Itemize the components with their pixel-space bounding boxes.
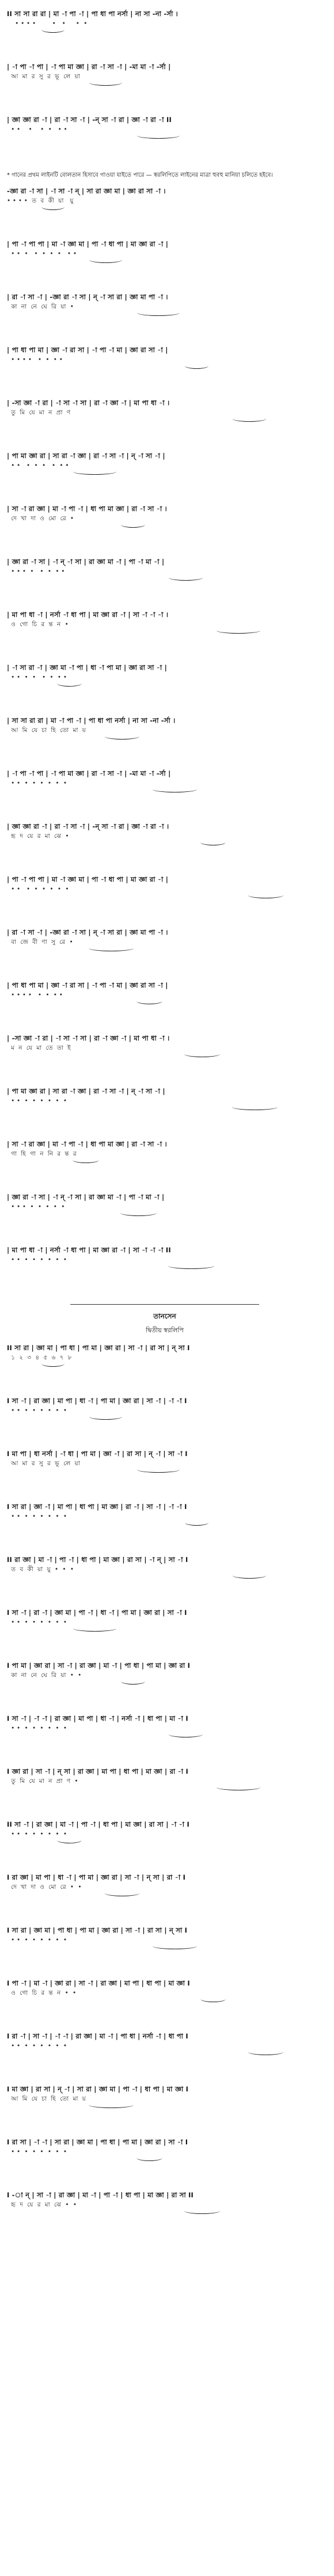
sargam-line: II সা সা রা রা | মা -া পা -া | পা ধা পা নর্সা | না সা -না -র্সা । [7, 10, 178, 18]
lyric-line: কা না নে ঘে রি য়া • [7, 303, 74, 310]
notation-row [7, 186, 322, 239]
notation-row [7, 2032, 322, 2085]
notation-section-top [7, 9, 322, 168]
lyric-line: • • • • • • • • [7, 992, 63, 999]
sargam-line: I রা -া | সা -া | -া -া | রা জ্ঞা | মা -া | পা ধা | নর্সা -া | ধা পা I [7, 2032, 188, 2040]
sargam-line: | জ্ঞা রা -া সা | -া ন্ -া সা | রা জ্ঞা মা -া | পা -া মা -া | [7, 558, 165, 566]
sargam-line: II সা রা | জ্ঞা মা | পা ধা | পা মা | জ্ঞা রা | সা -া | রা সা | ন্ সা I [7, 1344, 190, 1352]
notation-row [7, 1192, 322, 1245]
sargam-line: I পা -া | মা -া | জ্ঞা রা | সা -া | রা জ্ঞা | মা পা | ধা পা | মা জ্ঞা I [7, 1979, 190, 1987]
notation-row [7, 451, 322, 504]
notation-row [7, 62, 322, 115]
notation-row [7, 928, 322, 981]
notation-row [7, 1820, 322, 1873]
lyric-line: দে খা দা ও মো রে • [7, 515, 74, 522]
notation-row [7, 822, 322, 875]
sargam-line: | মা পা ধা -া | নর্সা -া ধা পা | মা জ্ঞা রা -া | সা -া -া -া II [7, 1246, 171, 1254]
lyric-line: • • • • • • • • [7, 1619, 67, 1626]
lyric-line: গা হি গা ন নি র ন্ত র [7, 1150, 77, 1157]
sargam-line: | জ্ঞা জ্ঞা রা -া | রা -া সা -া | -ন্ সা -া রা | জ্ঞা -া রা -া II [7, 116, 172, 124]
sargam-line: II সা -া | রা জ্ঞা | মা -া | পা -া | ধা পা | মা জ্ঞা | রা সা | -া -া I [7, 1820, 190, 1828]
lyric-line: তু মি যে মা ন প্রা ণ • [7, 1778, 78, 1785]
sargam-line: I সা রা | জ্ঞা -া | মা পা | ধা পা | মা জ্ঞা | রা -া | সা -া | -া -া I [7, 1503, 187, 1511]
lyric-line: হৃ দ য়ে র মা ঝে • • [7, 2201, 77, 2208]
lyric-line: • • • • • • • • [7, 1513, 67, 1520]
notation-row [7, 1714, 322, 1767]
sargam-line: I সা -া | রা জ্ঞা | মা পা | ধা -া | পা মা | জ্ঞা রা | সা -া | -া -া I [7, 1397, 187, 1405]
sargam-line: | জ্ঞা জ্ঞা রা -া | রা -া সা -া | -ন্ সা -া রা | জ্ঞা -া রা -া । [7, 822, 169, 830]
section-heading: তানসেন [153, 1312, 176, 1320]
lyric-line: ১ ২ ৩ ৪ ৫ ৬ ৭ ৮ [7, 1354, 72, 1361]
footnote: * গানের প্রথম লাইনটি বোলতান হিসাবে গাওয়া যাইতে পারে — স্বরলিপিতে লাইনের মাত্রা হুবহু মানিয়া চলিতে হইবে। [7, 172, 273, 178]
sargam-line: II রা জ্ঞা | মা -া | পা -া | ধা পা | মা জ্ঞা | রা সা | -া ন্ | সা -া I [7, 1556, 188, 1564]
lyric-line: • • • • • • • • [7, 1098, 67, 1104]
sargam-line: I পা মা | জ্ঞা রা | সা -া | রা জ্ঞা | মা -া | পা ধা | পা মা | জ্ঞা রা I [7, 1662, 191, 1670]
sargam-line: I -া ন্ | সা -া | রা জ্ঞা | মা -া | পা -া | ধা পা | মা জ্ঞা | রা সা II [7, 2191, 194, 2199]
lyric-line: ম ন যে মা তে তা ই [7, 1045, 71, 1051]
lyric-line: • • • • ত ব কী য়া য়ু [7, 197, 74, 204]
sargam-line: I জ্ঞা রা | সা -া | ন্ সা | রা জ্ঞা | মা পা | ধা পা | মা জ্ঞা | রা -া I [7, 1767, 189, 1775]
notation-row [7, 292, 322, 345]
lyric-line: ত ব কী য়া য়ু • • • [7, 1566, 74, 1573]
sargam-line: I মা জ্ঞা | রা সা | ন্ -া | সা রা | জ্ঞা মা | পা -া | ধা পা | মা জ্ঞা I [7, 2085, 189, 2093]
lyric-line: • • • • • • • • [7, 780, 67, 787]
notation-row [7, 1396, 322, 1449]
notation-row [7, 504, 322, 557]
notation-row [7, 398, 322, 451]
notation-row [7, 1034, 322, 1087]
notation-section-bottom [7, 1343, 322, 2243]
lyric-line: • • • • • • • • [7, 1725, 67, 1732]
sargam-line: | -সা জ্ঞা -া রা | -া সা -া সা | রা -া জ্ঞা -া | মা পা ধা -া । [7, 399, 170, 407]
sargam-line: | রা -া সা -া | -জ্ঞা রা -া সা | ন্ -া সা রা | জ্ঞা মা পা -া । [7, 928, 168, 936]
lyric-line: আ মা র সু র ভূ লে য়া [7, 73, 80, 80]
lyric-line: হৃ দ য়ে র মা ঝে • [7, 833, 69, 840]
notation-row [7, 1661, 322, 1714]
notation-row [7, 557, 322, 610]
lyric-line: ও গো চি র ন্ত ন • • [7, 1990, 77, 1996]
notation-row [7, 1245, 322, 1298]
notation-row [7, 115, 322, 168]
lyric-line: • • • • • • • • [7, 674, 67, 681]
lyric-line: • • • • • • • [7, 126, 67, 133]
lyric-line: ও গো চি র ন্ত ন • [7, 621, 69, 628]
notation-row [7, 610, 322, 663]
notation-row [7, 1767, 322, 1820]
sargam-line: | রা -া সা -া | -জ্ঞা রা -া সা | ন্ -া সা রা | জ্ঞা মা পা -া । [7, 293, 168, 301]
notation-row [7, 1555, 322, 1608]
notation-row [7, 239, 322, 292]
sargam-line: -জ্ঞা রা -া সা | -া সা -া ন্ | সা রা জ্ঞা মা | জ্ঞা রা সা -া । [7, 187, 166, 195]
sargam-line: | -া সা রা -া | জ্ঞা মা -া পা | ধা -া পা মা | জ্ঞা রা সা -া | [7, 664, 167, 672]
sargam-line: | পা মা জ্ঞা রা | সা রা -া জ্ঞা | রা -া সা -া | ন্ -া সা -া | [7, 1087, 165, 1095]
sargam-line: I মা পা | ধা নর্সা | -া ধা | পা মা | জ্ঞা -া | রা সা | ন্ -া | সা -া I [7, 1450, 188, 1458]
sargam-line: I রা জ্ঞা | মা পা | ধা -া | পা মা | জ্ঞা রা | সা -া | ন্ সা | রা -া I [7, 1873, 186, 1881]
lyric-line: • • • • • • • • [7, 1831, 67, 1838]
sargam-line: | সা -া রা জ্ঞা | মা -া পা -া | ধা পা মা জ্ঞা | রা -া সা -া । [7, 505, 167, 513]
notation-row [7, 9, 322, 62]
lyric-line: তু মি যে মা ন প্রা ণ [7, 409, 71, 416]
sargam-line: | -া পা -া পা | -া পা মা জ্ঞা | রা -া সা -া | -মা মা -া -র্সা | [7, 63, 171, 71]
lyric-line: • • • • • • • • [7, 886, 69, 893]
sargam-line: | পা -া পা পা | মা -া জ্ঞা মা | পা -া ধা পা | মা জ্ঞা রা -া | [7, 875, 169, 883]
sargam-line: | -সা জ্ঞা -া রা | -া সা -া সা | রা -া জ্ঞা -া | মা পা ধা -া । [7, 1034, 170, 1042]
sargam-line: | সা সা রা রা | মা -া পা -া | পা ধা পা নর্সা | না সা -না -র্সা । [7, 717, 176, 725]
sargam-line: | জ্ঞা রা -া সা | -া ন্ -া সা | রা জ্ঞা মা -া | পা -া মা -া | [7, 1193, 165, 1201]
sargam-line: I সা রা | জ্ঞা মা | পা ধা | পা মা | জ্ঞা রা | সা -া | রা সা | ন্ সা I [7, 1926, 188, 1934]
lyric-line: • • • • • • • • [7, 2042, 67, 2049]
notation-row [7, 1087, 322, 1140]
sargam-line: I সা -া | রা -া | জ্ঞা মা | পা -া | ধা -া | পা মা | জ্ঞা রা | সা -া I [7, 1609, 187, 1617]
notation-row [7, 1608, 322, 1661]
notation-row [7, 716, 322, 769]
lyric-line: আ মা র সু র ভূ লে য়া [7, 1460, 80, 1467]
lyric-line: কা না নে ঘে রি য়া • • [7, 1672, 82, 1679]
lyric-line: • • • • • • • • [7, 1256, 67, 1263]
notation-row [7, 1979, 322, 2032]
notation-row [7, 663, 322, 716]
lyric-line: • • • • • • • • [7, 2148, 67, 2155]
notation-row [7, 1873, 322, 1926]
lyric-line: আ মি যে চা হি তো মা য় [7, 727, 86, 734]
lyric-line: বা জে বী ণা সু রে • [7, 939, 73, 946]
sargam-line: I সা -া | -া -া | রা জ্ঞা | মা পা | ধা -া | নর্সা -া | ধা পা | মা -া I [7, 1714, 188, 1723]
notation-row [7, 1140, 322, 1192]
sargam-line: | -া পা -া পা | -া পা মা জ্ঞা | রা -া সা -া | -মা মা -া -র্সা | [7, 769, 171, 778]
notation-row [7, 981, 322, 1034]
sargam-line: | সা -া রা জ্ঞা | মা -া পা -া | ধা পা মা জ্ঞা | রা -া সা -া । [7, 1140, 167, 1148]
notation-row [7, 2190, 322, 2243]
lyric-line: • • • • • • • • [7, 356, 63, 363]
sargam-line: I রা সা | -া -া | সা রা | জ্ঞা মা | পা ধা | পা মা | জ্ঞা রা | সা -া I [7, 2138, 188, 2146]
notation-row [7, 769, 322, 822]
notation-row [7, 345, 322, 398]
notation-row [7, 1449, 322, 1502]
notation-row [7, 1926, 322, 1979]
lyric-line: • • • • • • • • [7, 568, 65, 575]
sargam-line: | মা পা ধা -া | নর্সা -া ধা পা | মা জ্ঞা রা -া | সা -া -া -া । [7, 611, 169, 619]
lyric-line: • • • • • • • • [7, 1203, 65, 1210]
notation-row [7, 1502, 322, 1555]
notation-row [7, 2085, 322, 2137]
notation-section-middle [7, 186, 322, 1298]
section-divider [70, 1304, 260, 1305]
sargam-line: | পা মা জ্ঞা রা | সা রা -া জ্ঞা | রা -া সা -া | ন্ -া সা -া | [7, 452, 165, 460]
lyric-line: • • • • • • • • [7, 20, 88, 27]
lyric-line: • • • • • • • • [7, 1937, 67, 1944]
lyric-line: • • • • • • • • [7, 462, 69, 469]
lyric-line: • • • • • • • • [7, 1407, 67, 1414]
notation-row [7, 2137, 322, 2190]
section-subheading: দ্বিতীয় স্বরলিপি [146, 1327, 184, 1334]
notation-row [7, 1343, 322, 1396]
sargam-line: | পা ধা পা মা | জ্ঞা -া রা সা | -া পা -া মা | জ্ঞা রা সা -া | [7, 981, 168, 989]
lyric-line: আ মি যে চা হি তো মা য় [7, 2095, 86, 2102]
sargam-line: | পা ধা পা মা | জ্ঞা -া রা সা | -া পা -া মা | জ্ঞা রা সা -া | [7, 346, 168, 354]
lyric-line: দে খা দা ও মো রে • • [7, 1884, 82, 1891]
notation-row [7, 875, 322, 928]
sargam-line: | পা -া পা পা | মা -া জ্ঞা মা | পা -া ধা পা | মা জ্ঞা রা -া | [7, 240, 169, 248]
lyric-line: • • • • • • • • • [7, 250, 77, 257]
